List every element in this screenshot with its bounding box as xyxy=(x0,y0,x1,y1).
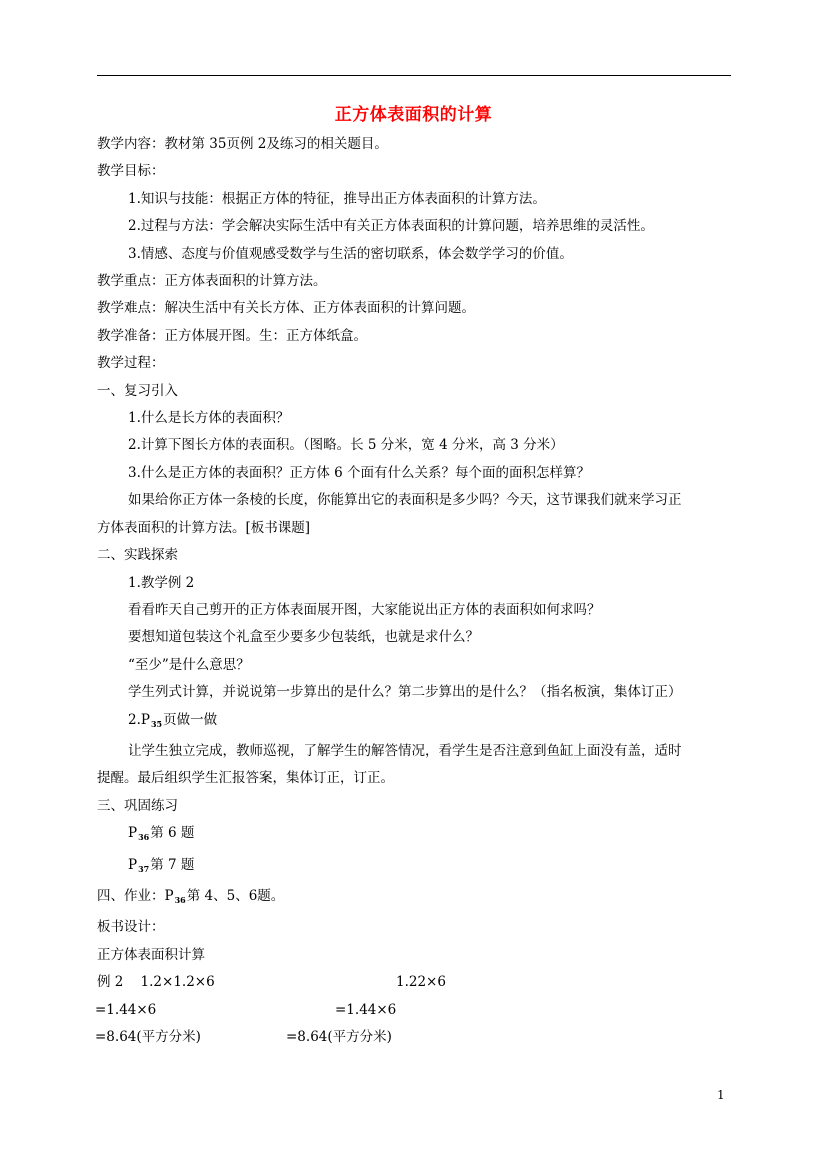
formula-row-3-right: =8.64(平方分米) xyxy=(286,1028,392,1045)
section-1-q3: 3.什么是正方体的表面积？正方体 6 个面有什么关系？每个面的面积怎样算？ xyxy=(128,464,591,481)
section-2-line3: “至少”是什么意思？ xyxy=(128,656,250,673)
homework xyxy=(97,883,737,914)
preparation: 教学准备：正方体展开图。生：正方体纸盒。 xyxy=(97,327,367,344)
section-2-para-line2: 提醒。最后组织学生汇报答案，集体订正，订正。 xyxy=(97,770,394,787)
section-2-line1: 看看昨天自己剪开的正方体表面展开图，大家能说出正方体的表面积如何求吗？ xyxy=(128,601,601,618)
section-3-heading: 三、巩固练习 xyxy=(97,797,178,814)
goal-2: 2.过程与方法：学会解决实际生活中有关正方体表面积的计算问题，培养思维的灵活性。 xyxy=(128,218,654,235)
exercise-2 xyxy=(97,852,737,883)
section-2-heading: 二、实践探索 xyxy=(97,547,178,564)
page-number: 1 xyxy=(717,1088,725,1102)
exercise-1-prefix: P xyxy=(128,825,138,842)
section-1-para-line1: 如果给你正方体一条棱的长度，你能算出它的表面积是多少吗？今天，这节课我们就来学习正 xyxy=(128,492,682,509)
section-2-line2: 要想知道包装这个礼盒至少要多少包装纸，也就是求什么？ xyxy=(128,629,479,646)
section-1-para-line2: 方体表面积的计算方法。[板书课题] xyxy=(97,519,311,536)
formula-row-1-left: 例 2 1.2×1.2×6 xyxy=(97,974,215,991)
item2-page-sub: 35 xyxy=(150,718,163,729)
section-2-line4: 学生列式计算，并说说第一步算出的是什么？第二步算出的是什么？（指名板演，集体订正） xyxy=(128,684,682,701)
section-1-q2: 2.计算下图长方体的表面积。（图略。长 5 分米，宽 4 分米，高 3 分米） xyxy=(128,437,564,454)
process-heading: 教学过程： xyxy=(97,355,165,372)
formula-row-3-left: =8.64(平方分米) xyxy=(95,1028,201,1045)
goals-heading: 教学目标： xyxy=(97,163,165,180)
homework-suffix: 第 4、5、6题。 xyxy=(186,887,285,904)
exercise-2-prefix: P xyxy=(128,856,138,873)
formula-row-1 xyxy=(97,969,737,996)
formula-row-2-right: =1.44×6 xyxy=(335,1001,397,1018)
board-heading: 板书设计： xyxy=(97,919,165,936)
difficulty: 教学难点：解决生活中有关长方体、正方体表面积的计算问题。 xyxy=(97,300,475,317)
item2-prefix: 2.P xyxy=(128,711,150,728)
formula-row-1-right: 1.22×6 xyxy=(396,974,446,991)
homework-page-sub: 36 xyxy=(174,894,186,905)
item2-suffix: 页做一做 xyxy=(163,711,218,728)
teaching-content: 教学内容：教材第 35页例 2及练习的相关题目。 xyxy=(97,136,388,152)
formula-row-3 xyxy=(97,1024,737,1051)
goal-3: 3.情感、态度与价值观感受数学与生活的密切联系，体会数学学习的价值。 xyxy=(128,245,573,262)
key-point: 教学重点：正方体表面积的计算方法。 xyxy=(97,273,327,290)
section-2-item1: 1.教学例 2 xyxy=(128,574,195,591)
exercise-2-suffix: 第 7 题 xyxy=(150,856,195,873)
board-title: 正方体表面积计算 xyxy=(97,946,205,963)
exercise-1 xyxy=(97,820,737,851)
exercise-2-page-sub: 37 xyxy=(138,863,150,874)
document-title: 正方体表面积的计算 xyxy=(334,105,493,125)
goal-1: 1.知识与技能：根据正方体的特征，推导出正方体表面积的计算方法。 xyxy=(128,190,546,207)
section-2-item2 xyxy=(97,707,737,738)
section-1-q1: 1.什么是长方体的表面积？ xyxy=(128,410,290,427)
formula-row-2-left: =1.44×6 xyxy=(95,1001,157,1018)
exercise-1-page-sub: 36 xyxy=(138,832,150,843)
homework-prefix: 四、作业：P xyxy=(97,887,174,904)
formula-row-2 xyxy=(97,997,737,1024)
section-2-para-line1: 让学生独立完成，教师巡视，了解学生的解答情况，看学生是否注意到鱼缸上面没有盖，适时 xyxy=(128,742,682,759)
document-body xyxy=(97,131,737,1051)
section-1-heading: 一、复习引入 xyxy=(97,382,178,399)
header-rule xyxy=(97,75,731,76)
exercise-1-suffix: 第 6 题 xyxy=(150,825,195,842)
